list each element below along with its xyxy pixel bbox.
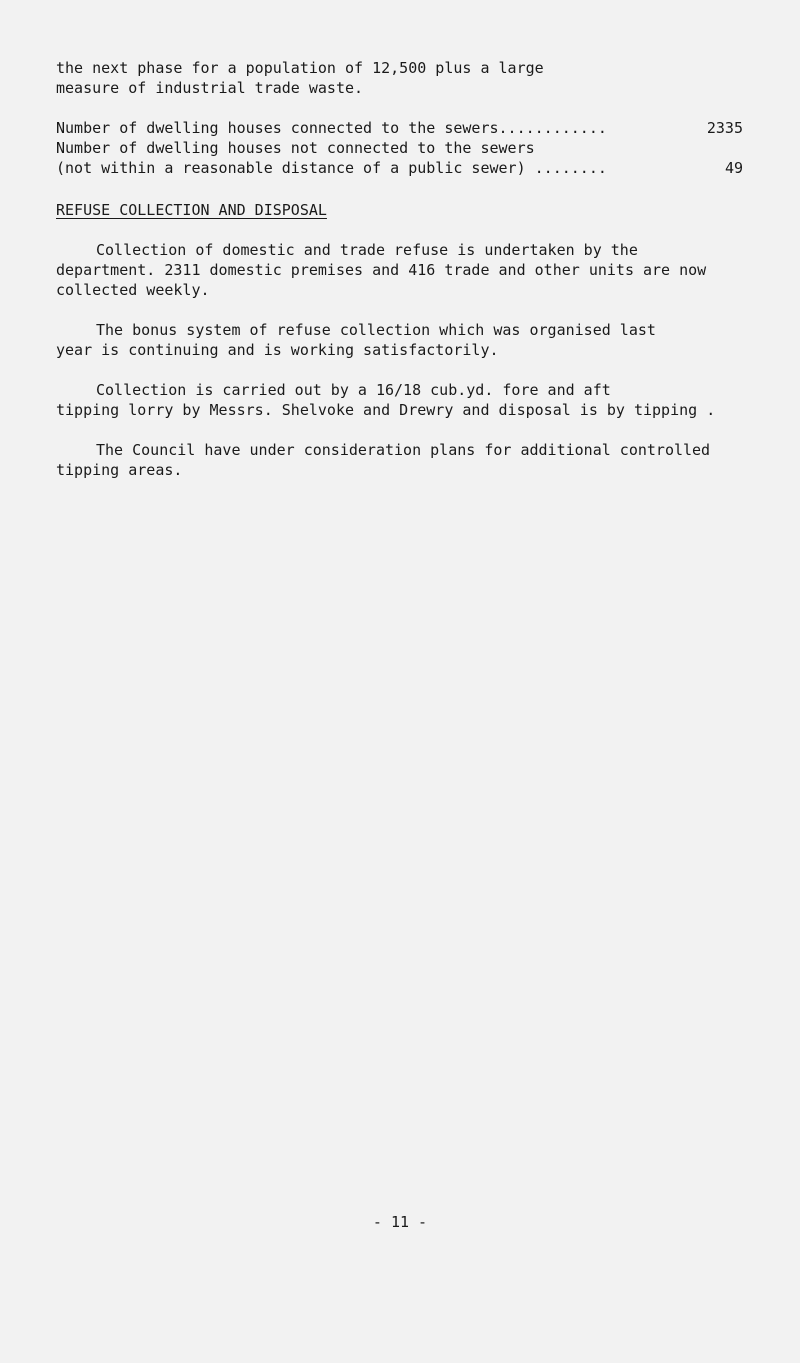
stat-connected-value: 2335: [706, 119, 743, 137]
stat-connected: [56, 118, 756, 138]
paragraph-tipping-lorry: [56, 380, 756, 420]
paragraph-line: tipping areas.: [56, 461, 183, 479]
paragraph-bonus-system: [56, 320, 756, 360]
paragraph-line: The bonus system of refuse collection which was organised last: [96, 321, 656, 339]
intro-paragraph: [56, 58, 756, 98]
page-number: - 11 -: [372, 1213, 428, 1231]
paragraph-line: year is continuing and is working satisfactorily.: [56, 341, 499, 359]
document-page: [56, 58, 756, 500]
paragraph-council-plans: [56, 440, 756, 480]
paragraph-line: Collection is carried out by a 16/18 cub.yd. fore and aft: [96, 381, 611, 399]
paragraph-line: tipping lorry by Messrs. Shelvoke and Drewry and disposal is by tipping .: [56, 401, 716, 419]
stat-not-connected-value: 49: [724, 159, 743, 177]
stat-not-connected-label: Number of dwelling houses not connected to the sewers: [56, 139, 535, 157]
paragraph-collection: [56, 240, 756, 300]
paragraph-line: The Council have under consideration plans for additional controlled: [96, 441, 711, 459]
paragraph-line: collected weekly.: [56, 281, 210, 299]
stat-connected-label: Number of dwelling houses connected to the sewers............: [56, 119, 607, 137]
intro-line: the next phase for a population of 12,500 plus a large: [56, 59, 544, 77]
paragraph-line: department. 2311 domestic premises and 416 trade and other units are now: [56, 261, 707, 279]
intro-line: measure of industrial trade waste.: [56, 79, 364, 97]
stat-not-connected-label: (not within a reasonable distance of a public sewer) ........: [56, 159, 607, 177]
paragraph-line: Collection of domestic and trade refuse is undertaken by the: [96, 241, 638, 259]
section-heading: REFUSE COLLECTION AND DISPOSAL: [56, 201, 327, 219]
stat-not-connected: [56, 138, 756, 178]
